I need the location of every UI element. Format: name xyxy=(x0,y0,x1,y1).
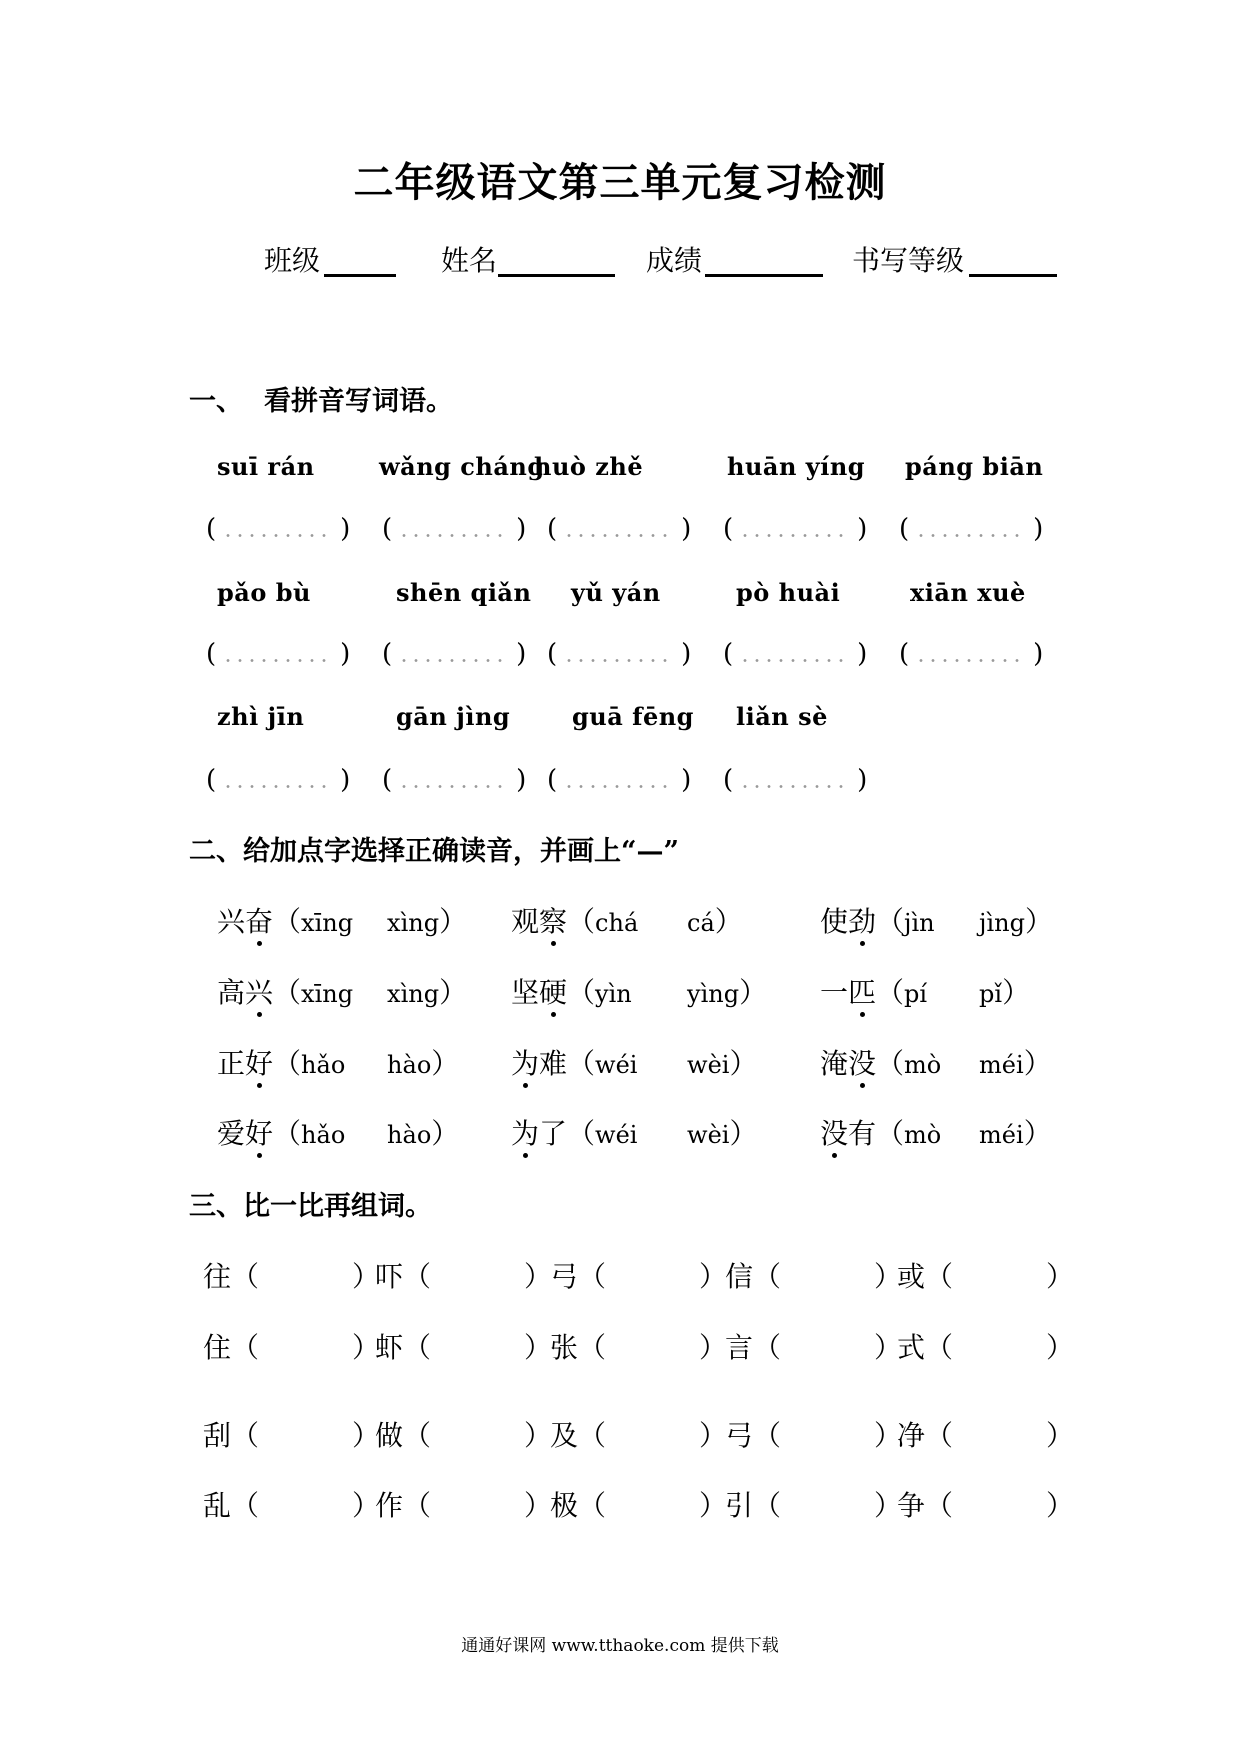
word-building-item xyxy=(550,1489,728,1522)
blank-open-paren: ( xyxy=(899,639,910,669)
footer-credit: 通通好课网 www.tthaoke.com 提供下载 xyxy=(461,1636,779,1656)
base-character: 引 xyxy=(725,1489,754,1522)
name-label: 姓名 xyxy=(441,244,498,277)
close-paren: ） xyxy=(699,1260,728,1293)
pinyin-option: hào xyxy=(387,1051,432,1079)
blank-close-paren: ) xyxy=(681,514,692,544)
blank-close-paren: ) xyxy=(857,765,868,795)
target-word xyxy=(217,1117,273,1150)
answer-blank xyxy=(206,767,350,793)
close-paren: ） xyxy=(1046,1260,1075,1293)
close-paren: ） xyxy=(524,1260,553,1293)
pinyin-prompt: liǎn sè xyxy=(736,702,828,731)
blank-close-paren: ) xyxy=(340,765,351,795)
close-paren: ） xyxy=(524,1489,553,1522)
open-paren: （ xyxy=(273,1117,302,1150)
open-paren: （ xyxy=(231,1419,260,1452)
word-character: 爱 xyxy=(217,1117,246,1150)
base-character: 净 xyxy=(897,1419,926,1452)
score-blank-line xyxy=(705,274,823,277)
dotted-character: 匹 xyxy=(848,976,877,1009)
answer-blank xyxy=(723,767,867,793)
blank-open-paren: ( xyxy=(723,639,734,669)
pinyin-prompt: guā fēng xyxy=(572,702,694,731)
word-character: 了 xyxy=(539,1117,568,1150)
pinyin-prompt: huān yíng xyxy=(727,452,866,481)
pinyin-prompt: shēn qiǎn xyxy=(396,578,532,607)
dotted-character: 硬 xyxy=(539,976,568,1009)
dotted-fill xyxy=(222,659,334,662)
open-paren: （ xyxy=(273,1047,302,1080)
word-character: 使 xyxy=(820,905,849,938)
dotted-fill xyxy=(739,534,851,537)
word-building-item xyxy=(725,1489,903,1522)
score-label: 成绩 xyxy=(646,244,703,277)
pinyin-option: xīng xyxy=(301,909,354,937)
close-paren: ） xyxy=(739,976,768,1009)
answer-blank xyxy=(723,641,867,667)
close-paren: ） xyxy=(729,1117,758,1150)
dotted-character: 劲 xyxy=(848,905,877,938)
pinyin-prompt: suī rán xyxy=(217,452,315,481)
pinyin-prompt: zhì jīn xyxy=(217,702,305,731)
close-paren: ） xyxy=(1046,1489,1075,1522)
word-building-item xyxy=(725,1419,903,1452)
pinyin-prompt: yǔ yán xyxy=(571,578,661,607)
pronunciation-item xyxy=(217,905,468,938)
blank-open-paren: ( xyxy=(547,639,558,669)
pinyin-prompt: páng biān xyxy=(905,452,1044,481)
close-paren: ） xyxy=(431,1047,460,1080)
pinyin-option: cá xyxy=(687,909,715,937)
pinyin-option: wèi xyxy=(687,1121,730,1149)
dotted-character: 为 xyxy=(511,1047,540,1080)
close-paren: ） xyxy=(1024,905,1053,938)
pinyin-prompt: gān jìng xyxy=(396,702,511,731)
target-word xyxy=(217,976,273,1009)
dotted-character: 没 xyxy=(848,1047,877,1080)
base-character: 或 xyxy=(897,1260,926,1293)
blank-open-paren: ( xyxy=(382,765,393,795)
target-word xyxy=(820,905,876,938)
base-character: 住 xyxy=(203,1331,232,1364)
blank-close-paren: ) xyxy=(857,514,868,544)
base-character: 信 xyxy=(725,1260,754,1293)
blank-open-paren: ( xyxy=(382,639,393,669)
open-paren: （ xyxy=(753,1489,782,1522)
open-paren: （ xyxy=(753,1419,782,1452)
base-character: 极 xyxy=(550,1489,579,1522)
base-character: 及 xyxy=(550,1419,579,1452)
pinyin-option: xìng xyxy=(387,980,440,1008)
blank-close-paren: ) xyxy=(516,514,527,544)
pinyin-option: wèi xyxy=(687,1051,730,1079)
close-paren: ） xyxy=(874,1419,903,1452)
word-building-item xyxy=(203,1331,381,1364)
pinyin-option: xīng xyxy=(301,980,354,1008)
word-character: 高 xyxy=(217,976,246,1009)
word-character: 一 xyxy=(820,976,849,1009)
dotted-fill xyxy=(739,659,851,662)
pinyin-option: jìng xyxy=(979,909,1025,937)
blank-open-paren: ( xyxy=(206,765,217,795)
open-paren: （ xyxy=(567,976,596,1009)
pronunciation-item xyxy=(511,1047,758,1080)
worksheet-title: 二年级语文第三单元复习检测 xyxy=(353,159,887,206)
blank-close-paren: ) xyxy=(1033,514,1044,544)
dotted-fill xyxy=(915,659,1027,662)
base-character: 往 xyxy=(203,1260,232,1293)
target-word xyxy=(511,976,567,1009)
open-paren: （ xyxy=(876,905,905,938)
base-character: 弓 xyxy=(725,1419,754,1452)
blank-close-paren: ) xyxy=(857,639,868,669)
word-building-item xyxy=(897,1260,1075,1293)
open-paren: （ xyxy=(403,1489,432,1522)
blank-open-paren: ( xyxy=(206,639,217,669)
dotted-fill xyxy=(739,785,851,788)
target-word xyxy=(820,1117,876,1150)
base-character: 弓 xyxy=(550,1260,579,1293)
dotted-fill xyxy=(222,534,334,537)
blank-open-paren: ( xyxy=(547,765,558,795)
open-paren: （ xyxy=(876,1047,905,1080)
close-paren: ） xyxy=(714,905,743,938)
open-paren: （ xyxy=(578,1489,607,1522)
base-character: 张 xyxy=(550,1331,579,1364)
handwriting-grade-blank-line xyxy=(969,274,1057,277)
close-paren: ） xyxy=(524,1331,553,1364)
close-paren: ） xyxy=(439,976,468,1009)
answer-blank xyxy=(206,641,350,667)
word-character: 有 xyxy=(848,1117,877,1150)
base-character: 刮 xyxy=(203,1419,232,1452)
pinyin-prompt: wǎng cháng xyxy=(379,452,545,481)
close-paren: ） xyxy=(1023,1047,1052,1080)
open-paren: （ xyxy=(925,1331,954,1364)
word-building-item xyxy=(897,1489,1075,1522)
target-word xyxy=(511,1117,567,1150)
dotted-character: 为 xyxy=(511,1117,540,1150)
open-paren: （ xyxy=(925,1419,954,1452)
pinyin-option: méi xyxy=(979,1121,1024,1149)
blank-close-paren: ) xyxy=(340,639,351,669)
word-building-item xyxy=(897,1331,1075,1364)
word-building-item xyxy=(375,1489,553,1522)
word-character: 难 xyxy=(539,1047,568,1080)
pinyin-option: yìn xyxy=(595,980,632,1008)
close-paren: ） xyxy=(439,905,468,938)
open-paren: （ xyxy=(273,905,302,938)
pinyin-option: chá xyxy=(595,909,639,937)
close-paren: ） xyxy=(1046,1419,1075,1452)
open-paren: （ xyxy=(403,1331,432,1364)
open-paren: （ xyxy=(753,1331,782,1364)
blank-open-paren: ( xyxy=(382,514,393,544)
name-blank-line xyxy=(498,274,615,277)
close-paren: ） xyxy=(729,1047,758,1080)
base-character: 言 xyxy=(725,1331,754,1364)
open-paren: （ xyxy=(567,1117,596,1150)
pronunciation-item xyxy=(820,905,1053,938)
blank-open-paren: ( xyxy=(547,514,558,544)
close-paren: ） xyxy=(874,1260,903,1293)
pinyin-option: hǎo xyxy=(301,1121,346,1149)
target-word xyxy=(511,1047,567,1080)
close-paren: ） xyxy=(699,1331,728,1364)
word-character: 坚 xyxy=(511,976,540,1009)
open-paren: （ xyxy=(567,905,596,938)
pronunciation-item xyxy=(511,905,743,938)
open-paren: （ xyxy=(876,1117,905,1150)
pronunciation-item xyxy=(511,1117,758,1150)
pronunciation-item xyxy=(820,1117,1052,1150)
close-paren: ） xyxy=(1046,1331,1075,1364)
section-1-heading: 看拼音写词语。 xyxy=(264,386,453,417)
handwriting-grade-label: 书写等级 xyxy=(852,244,965,277)
pinyin-option: hào xyxy=(387,1121,432,1149)
class-label: 班级 xyxy=(264,244,321,277)
open-paren: （ xyxy=(273,976,302,1009)
base-character: 做 xyxy=(375,1419,404,1452)
pronunciation-item xyxy=(820,976,1031,1009)
word-building-item xyxy=(203,1260,381,1293)
dotted-fill xyxy=(398,534,510,537)
word-building-item xyxy=(550,1331,728,1364)
base-character: 式 xyxy=(897,1331,926,1364)
open-paren: （ xyxy=(876,976,905,1009)
pronunciation-item xyxy=(217,976,468,1009)
answer-blank xyxy=(382,641,526,667)
pronunciation-item xyxy=(217,1117,460,1150)
open-paren: （ xyxy=(578,1331,607,1364)
blank-close-paren: ) xyxy=(340,514,351,544)
pronunciation-item xyxy=(217,1047,460,1080)
close-paren: ） xyxy=(699,1489,728,1522)
close-paren: ） xyxy=(352,1489,381,1522)
pinyin-option: méi xyxy=(979,1051,1024,1079)
word-building-item xyxy=(725,1260,903,1293)
dotted-character: 好 xyxy=(245,1117,274,1150)
section-3-heading: 三、比一比再组词。 xyxy=(189,1191,432,1222)
close-paren: ） xyxy=(352,1419,381,1452)
open-paren: （ xyxy=(753,1260,782,1293)
open-paren: （ xyxy=(231,1331,260,1364)
word-building-item xyxy=(375,1260,553,1293)
dotted-fill xyxy=(398,659,510,662)
open-paren: （ xyxy=(567,1047,596,1080)
pinyin-option: wéi xyxy=(595,1121,638,1149)
pinyin-prompt: xiān xuè xyxy=(910,578,1026,607)
pinyin-prompt: pǎo bù xyxy=(217,578,311,607)
dotted-character: 没 xyxy=(820,1117,849,1150)
dotted-character: 好 xyxy=(245,1047,274,1080)
word-building-item xyxy=(725,1331,903,1364)
base-character: 虾 xyxy=(375,1331,404,1364)
pinyin-option: xìng xyxy=(387,909,440,937)
dotted-character: 察 xyxy=(539,905,568,938)
blank-close-paren: ) xyxy=(681,765,692,795)
pronunciation-item xyxy=(511,976,768,1009)
blank-open-paren: ( xyxy=(723,765,734,795)
open-paren: （ xyxy=(231,1260,260,1293)
section-2-heading: 二、给加点字选择正确读音，并画上“—” xyxy=(189,836,680,867)
blank-open-paren: ( xyxy=(206,514,217,544)
pinyin-option: yìng xyxy=(687,980,740,1008)
word-building-item xyxy=(203,1419,381,1452)
pinyin-prompt: huò zhě xyxy=(534,452,644,481)
base-character: 作 xyxy=(375,1489,404,1522)
blank-close-paren: ) xyxy=(516,765,527,795)
base-character: 乱 xyxy=(203,1489,232,1522)
blank-close-paren: ) xyxy=(1033,639,1044,669)
pinyin-option: wéi xyxy=(595,1051,638,1079)
answer-blank xyxy=(382,516,526,542)
pinyin-option: jìn xyxy=(904,909,935,937)
blank-close-paren: ) xyxy=(516,639,527,669)
target-word xyxy=(217,905,273,938)
answer-blank xyxy=(547,641,691,667)
word-character: 观 xyxy=(511,905,540,938)
pinyin-prompt: pò huài xyxy=(736,578,841,607)
pinyin-option: mò xyxy=(904,1051,942,1079)
dotted-fill xyxy=(563,785,675,788)
pinyin-option: pí xyxy=(904,980,928,1008)
open-paren: （ xyxy=(231,1489,260,1522)
close-paren: ） xyxy=(1002,976,1031,1009)
pinyin-option: mò xyxy=(904,1121,942,1149)
answer-blank xyxy=(206,516,350,542)
open-paren: （ xyxy=(403,1419,432,1452)
base-character: 争 xyxy=(897,1489,926,1522)
word-building-item xyxy=(550,1419,728,1452)
close-paren: ） xyxy=(699,1419,728,1452)
word-building-item xyxy=(375,1419,553,1452)
pinyin-option: pǐ xyxy=(979,980,1003,1008)
word-building-item xyxy=(203,1489,381,1522)
answer-blank xyxy=(899,516,1043,542)
open-paren: （ xyxy=(925,1489,954,1522)
pronunciation-item xyxy=(820,1047,1052,1080)
open-paren: （ xyxy=(578,1260,607,1293)
answer-blank xyxy=(547,767,691,793)
blank-close-paren: ) xyxy=(681,639,692,669)
dotted-fill xyxy=(398,785,510,788)
dotted-fill xyxy=(563,534,675,537)
answer-blank xyxy=(899,641,1043,667)
dotted-fill xyxy=(915,534,1027,537)
close-paren: ） xyxy=(874,1489,903,1522)
close-paren: ） xyxy=(352,1331,381,1364)
answer-blank xyxy=(382,767,526,793)
close-paren: ） xyxy=(874,1331,903,1364)
dotted-fill xyxy=(222,785,334,788)
close-paren: ） xyxy=(431,1117,460,1150)
open-paren: （ xyxy=(925,1260,954,1293)
base-character: 吓 xyxy=(375,1260,404,1293)
close-paren: ） xyxy=(524,1419,553,1452)
target-word xyxy=(217,1047,273,1080)
word-building-item xyxy=(375,1331,553,1364)
target-word xyxy=(820,1047,876,1080)
open-paren: （ xyxy=(403,1260,432,1293)
blank-open-paren: ( xyxy=(899,514,910,544)
word-building-item xyxy=(550,1260,728,1293)
dotted-character: 奋 xyxy=(245,905,274,938)
close-paren: ） xyxy=(352,1260,381,1293)
dotted-fill xyxy=(563,659,675,662)
word-character: 正 xyxy=(217,1047,246,1080)
answer-blank xyxy=(723,516,867,542)
class-blank-line xyxy=(324,274,396,277)
dotted-character: 兴 xyxy=(245,976,274,1009)
word-character: 淹 xyxy=(820,1047,849,1080)
word-character: 兴 xyxy=(217,905,246,938)
answer-blank xyxy=(547,516,691,542)
target-word xyxy=(511,905,567,938)
word-building-item xyxy=(897,1419,1075,1452)
pinyin-option: hǎo xyxy=(301,1051,346,1079)
blank-open-paren: ( xyxy=(723,514,734,544)
section-1-number: 一、 xyxy=(189,386,243,417)
close-paren: ） xyxy=(1023,1117,1052,1150)
target-word xyxy=(820,976,876,1009)
open-paren: （ xyxy=(578,1419,607,1452)
